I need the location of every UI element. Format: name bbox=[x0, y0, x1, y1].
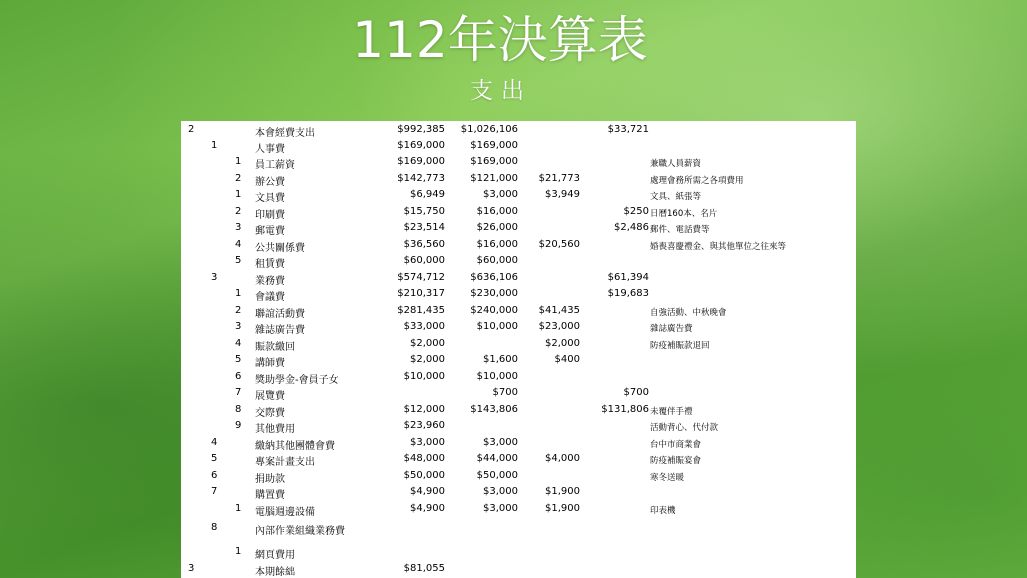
budget-amount: $10,000 bbox=[476, 371, 518, 382]
table-row bbox=[181, 270, 856, 286]
item-name: 員工薪資 bbox=[255, 160, 295, 171]
table-row bbox=[181, 561, 856, 577]
item-note: 婚喪喜慶禮金、與其他單位之往來等 bbox=[650, 242, 787, 252]
item-note: 活動背心、代付款 bbox=[650, 423, 719, 433]
level3-number: 1 bbox=[235, 288, 242, 299]
item-note: 未覆伴手禮 bbox=[650, 407, 693, 417]
level3-number: 6 bbox=[235, 371, 242, 382]
item-note: 日曆160本、名片 bbox=[650, 209, 718, 219]
table-row bbox=[181, 544, 856, 560]
item-name: 郵電費 bbox=[255, 226, 285, 237]
item-name: 購置費 bbox=[255, 490, 285, 501]
actual-amount: $3,000 bbox=[410, 437, 445, 448]
budget-amount: $121,000 bbox=[470, 173, 518, 184]
item-name: 本會經費支出 bbox=[255, 128, 315, 139]
item-note: 自強活動、中秋晚會 bbox=[650, 308, 727, 318]
table-row bbox=[181, 369, 856, 385]
item-note: 郵件、電話費等 bbox=[650, 225, 710, 235]
table-row bbox=[181, 501, 856, 517]
item-name: 捐助款 bbox=[255, 474, 285, 485]
level1-number: 2 bbox=[188, 124, 195, 135]
item-name: 講師費 bbox=[255, 358, 285, 369]
item-note: 處理會務所需之各項費用 bbox=[650, 176, 744, 186]
actual-amount: $169,000 bbox=[397, 156, 445, 167]
actual-amount: $281,435 bbox=[397, 305, 445, 316]
item-name: 會議費 bbox=[255, 292, 285, 303]
budget-amount: $26,000 bbox=[476, 222, 518, 233]
table-row bbox=[181, 319, 856, 335]
budget-amount: $44,000 bbox=[476, 453, 518, 464]
actual-amount: $23,960 bbox=[403, 420, 445, 431]
over-budget-amount: $21,773 bbox=[538, 173, 580, 184]
actual-amount: $33,000 bbox=[403, 321, 445, 332]
level3-number: 2 bbox=[235, 206, 242, 217]
actual-amount: $992,385 bbox=[397, 124, 445, 135]
item-name: 文具費 bbox=[255, 193, 285, 204]
budget-amount: $169,000 bbox=[470, 156, 518, 167]
actual-amount: $36,560 bbox=[403, 239, 445, 250]
actual-amount: $2,000 bbox=[410, 338, 445, 349]
level2-number: 3 bbox=[211, 272, 218, 283]
budget-amount: $169,000 bbox=[470, 140, 518, 151]
level3-number: 7 bbox=[235, 387, 242, 398]
actual-amount: $574,712 bbox=[397, 272, 445, 283]
over-budget-amount: $3,949 bbox=[545, 189, 580, 200]
level2-number: 4 bbox=[211, 437, 218, 448]
item-name: 網頁費用 bbox=[255, 550, 295, 561]
budget-amount: $1,600 bbox=[483, 354, 518, 365]
item-name: 賑款繳回 bbox=[255, 342, 295, 353]
item-note: 兼職人員薪資 bbox=[650, 159, 702, 169]
item-name: 內部作業組織業務費 bbox=[255, 526, 345, 537]
over-budget-amount: $41,435 bbox=[538, 305, 580, 316]
over-budget-amount: $20,560 bbox=[538, 239, 580, 250]
item-name: 獎助學金-會員子女 bbox=[255, 375, 339, 386]
over-budget-amount: $400 bbox=[554, 354, 580, 365]
table-row bbox=[181, 418, 856, 434]
level2-number: 6 bbox=[211, 470, 218, 481]
item-note: 台中市商業會 bbox=[650, 440, 702, 450]
item-name: 交際費 bbox=[255, 408, 285, 419]
under-budget-amount: $700 bbox=[623, 387, 649, 398]
budget-amount: $3,000 bbox=[483, 486, 518, 497]
under-budget-amount: $2,486 bbox=[614, 222, 649, 233]
budget-amount: $240,000 bbox=[470, 305, 518, 316]
table-row bbox=[181, 122, 856, 138]
item-name: 人事費 bbox=[255, 144, 285, 155]
item-name: 租賃費 bbox=[255, 259, 285, 270]
actual-amount: $48,000 bbox=[403, 453, 445, 464]
actual-amount: $50,000 bbox=[403, 470, 445, 481]
actual-amount: $169,000 bbox=[397, 140, 445, 151]
table-row bbox=[181, 154, 856, 170]
actual-amount: $81,055 bbox=[403, 563, 445, 574]
actual-amount: $4,900 bbox=[410, 503, 445, 514]
over-budget-amount: $1,900 bbox=[545, 486, 580, 497]
level3-number: 1 bbox=[235, 546, 242, 557]
item-note: 寒冬送暖 bbox=[650, 473, 685, 483]
table-row bbox=[181, 286, 856, 302]
level3-number: 5 bbox=[235, 354, 242, 365]
level3-number: 1 bbox=[235, 156, 242, 167]
over-budget-amount: $2,000 bbox=[545, 338, 580, 349]
under-budget-amount: $61,394 bbox=[607, 272, 649, 283]
budget-amount: $3,000 bbox=[483, 189, 518, 200]
table-row bbox=[181, 435, 856, 451]
budget-amount: $3,000 bbox=[483, 437, 518, 448]
actual-amount: $2,000 bbox=[410, 354, 445, 365]
budget-amount: $50,000 bbox=[476, 470, 518, 481]
budget-amount: $636,106 bbox=[470, 272, 518, 283]
actual-amount: $23,514 bbox=[403, 222, 445, 233]
level3-number: 2 bbox=[235, 173, 242, 184]
under-budget-amount: $250 bbox=[623, 206, 649, 217]
page-title: 112年決算表 bbox=[352, 11, 648, 69]
budget-amount: $16,000 bbox=[476, 206, 518, 217]
budget-amount: $10,000 bbox=[476, 321, 518, 332]
over-budget-amount: $1,900 bbox=[545, 503, 580, 514]
over-budget-amount: $4,000 bbox=[545, 453, 580, 464]
budget-amount: $60,000 bbox=[476, 255, 518, 266]
actual-amount: $60,000 bbox=[403, 255, 445, 266]
level3-number: 8 bbox=[235, 404, 242, 415]
table-row bbox=[181, 468, 856, 484]
table-row bbox=[181, 171, 856, 187]
budget-amount: $1,026,106 bbox=[460, 124, 518, 135]
level3-number: 4 bbox=[235, 338, 242, 349]
item-note: 雜誌廣告費 bbox=[650, 324, 693, 334]
level3-number: 4 bbox=[235, 239, 242, 250]
under-budget-amount: $131,806 bbox=[601, 404, 649, 415]
item-name: 本期餘絀 bbox=[255, 567, 295, 578]
level2-number: 7 bbox=[211, 486, 218, 497]
item-note: 防疫補賑宴會 bbox=[650, 456, 702, 466]
table-row bbox=[181, 138, 856, 154]
item-name: 聯誼活動費 bbox=[255, 309, 305, 320]
item-name: 展覽費 bbox=[255, 391, 285, 402]
table-row bbox=[181, 336, 856, 352]
level3-number: 1 bbox=[235, 189, 242, 200]
table-row bbox=[181, 237, 856, 253]
table-row bbox=[181, 253, 856, 269]
level3-number: 3 bbox=[235, 321, 242, 332]
level3-number: 2 bbox=[235, 305, 242, 316]
item-name: 辦公費 bbox=[255, 177, 285, 188]
item-name: 印刷費 bbox=[255, 210, 285, 221]
level1-number: 3 bbox=[188, 563, 195, 574]
actual-amount: $6,949 bbox=[410, 189, 445, 200]
table-row bbox=[181, 303, 856, 319]
item-note: 防疫補賑款退回 bbox=[650, 341, 710, 351]
actual-amount: $142,773 bbox=[397, 173, 445, 184]
level3-number: 1 bbox=[235, 503, 242, 514]
level2-number: 8 bbox=[211, 522, 218, 533]
under-budget-amount: $19,683 bbox=[607, 288, 649, 299]
table-row bbox=[181, 187, 856, 203]
under-budget-amount: $33,721 bbox=[607, 124, 649, 135]
item-name: 公共關係費 bbox=[255, 243, 305, 254]
budget-amount: $230,000 bbox=[470, 288, 518, 299]
level3-number: 5 bbox=[235, 255, 242, 266]
table-row bbox=[181, 484, 856, 500]
item-name: 專案計畫支出 bbox=[255, 457, 315, 468]
actual-amount: $15,750 bbox=[403, 206, 445, 217]
budget-amount: $3,000 bbox=[483, 503, 518, 514]
actual-amount: $12,000 bbox=[403, 404, 445, 415]
table-row bbox=[181, 352, 856, 368]
item-note: 印表機 bbox=[650, 506, 676, 516]
item-note: 文具、紙張等 bbox=[650, 192, 702, 202]
actual-amount: $210,317 bbox=[397, 288, 445, 299]
level2-number: 1 bbox=[211, 140, 218, 151]
actual-amount: $10,000 bbox=[403, 371, 445, 382]
item-name: 業務費 bbox=[255, 276, 285, 287]
item-name: 雜誌廣告費 bbox=[255, 325, 305, 336]
item-name: 其他費用 bbox=[255, 424, 295, 435]
table-row bbox=[181, 385, 856, 401]
level3-number: 3 bbox=[235, 222, 242, 233]
budget-amount: $700 bbox=[492, 387, 518, 398]
budget-amount: $143,806 bbox=[470, 404, 518, 415]
table-row bbox=[181, 220, 856, 236]
budget-table bbox=[181, 121, 856, 578]
level2-number: 5 bbox=[211, 453, 218, 464]
budget-amount: $16,000 bbox=[476, 239, 518, 250]
table-row bbox=[181, 520, 856, 536]
over-budget-amount: $23,000 bbox=[538, 321, 580, 332]
table-row bbox=[181, 451, 856, 467]
actual-amount: $4,900 bbox=[410, 486, 445, 497]
item-name: 繳納其他團體會費 bbox=[255, 441, 335, 452]
item-name: 電腦週邊設備 bbox=[255, 507, 315, 518]
level3-number: 9 bbox=[235, 420, 242, 431]
page-subtitle: 支出 bbox=[470, 78, 532, 104]
table-row bbox=[181, 204, 856, 220]
table-row bbox=[181, 402, 856, 418]
